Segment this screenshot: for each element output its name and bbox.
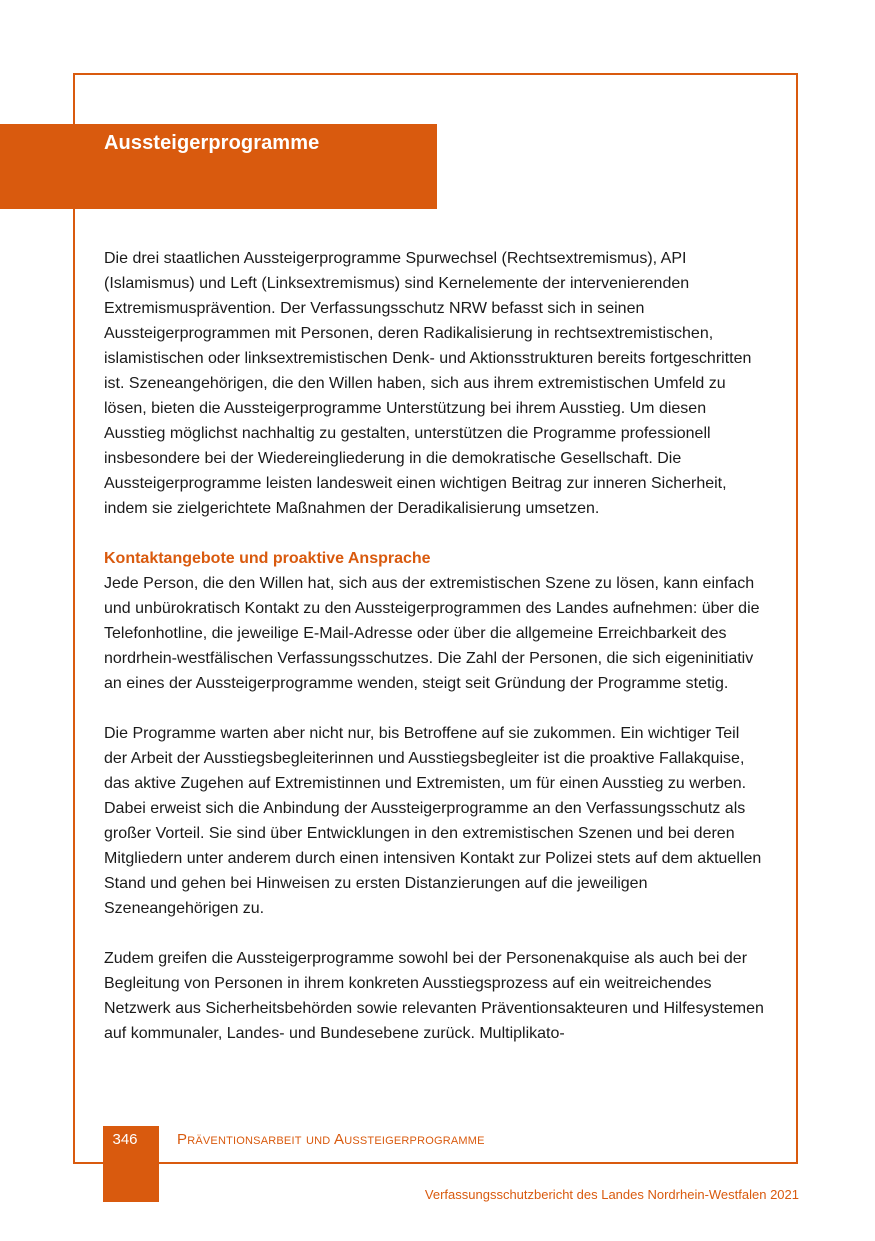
page-number: 346 — [112, 1131, 138, 1148]
paragraph-proactive: Die Programme warten aber nicht nur, bis Betroffene auf sie zukommen. Ein wichtiger Teil der Arbeit der Ausstiegsbegleiterinnen und Ausstiegsbegleiter ist die proaktive Fallakquise, das aktive Zugehen auf Extremistinnen und Extremisten, um für einen Ausstieg zu werben. Dabei erweist sich die Anbindung der Aussteigerprogramme an den Verfassungsschutz als großer Vorteil. Sie sind über Entwicklungen in den extremistischen Szenen und bei deren Mitgliedern unter anderem durch einen intensiven Kontakt zur Polizei stets auf dem aktuellen Stand und gehen bei Hinweisen zu ersten Distanzierungen auf die jeweiligen Szeneangehörigen zu. — [104, 725, 762, 917]
running-head: Präventionsarbeit und Aussteigerprogramme — [177, 1131, 485, 1148]
page-number-tab — [103, 1126, 159, 1202]
paragraph-intro: Die drei staatlichen Aussteigerprogramme Spurwechsel (Rechtsextremismus), API (Islamismus) und Left (Linksextremismus) sind Kernelemente der intervenierenden Extremismusprävention. Der Verfassungsschutz NRW befasst sich in seinen Aussteigerprogrammen mit Personen, deren Radikalisierung in rechtsextremistischen, islamistischen oder linksextremistischen Denk- und Aktionsstrukturen bereits fortgeschritten ist. Szeneangehörigen, die den Willen haben, sich aus ihrem extremistischen Umfeld zu lösen, bieten die Aussteigerprogramme Unterstützung bei ihrem Ausstieg. Um diesen Ausstieg möglichst nachhaltig zu gestalten, unterstützen die Programme professionell insbesondere bei der Wiedereingliederung in die demokratische Gesellschaft. Die Aussteigerprogramme leisten landesweit einen wichtigen Beitrag zur inneren Sicherheit, indem sie zielgerichtete Maßnahmen der Deradikalisierung umsetzen. — [104, 250, 752, 517]
paragraph-contact: Jede Person, die den Willen hat, sich aus der extremistischen Szene zu lösen, kann einfach und unbürokratisch Kontakt zu den Aussteigerprogrammen des Landes aufnehmen: über die Telefonhotline, die jeweilige E-Mail-Adresse oder über die allgemeine Erreichbarkeit des nordrhein-westfälischen Verfassungsschutzes. Die Zahl der Personen, die sich eigeninitiativ an eines der Aussteigerprogramme wenden, steigt seit Gründung der Programme stetig. — [104, 575, 760, 692]
publication-footer: Verfassungsschutzbericht des Landes Nordrhein-Westfalen 2021 — [424, 1187, 799, 1202]
subheading-contact: Kontaktangebote und proaktive Ansprache — [104, 550, 431, 567]
paragraph-network: Zudem greifen die Aussteigerprogramme sowohl bei der Personenakquise als auch bei der Begleitung von Personen in ihrem konkreten Ausstiegsprozess auf ein weitreichendes Netzwerk aus Sicherheitsbehörden sowie relevanten Präventionsakteuren und Hilfesystemen auf kommunaler, Landes- und Bundesebene zurück. Multiplikato- — [104, 950, 764, 1042]
body-text — [104, 246, 766, 1071]
section-title: Aussteigerprogramme — [104, 132, 320, 154]
title-band — [0, 124, 437, 209]
